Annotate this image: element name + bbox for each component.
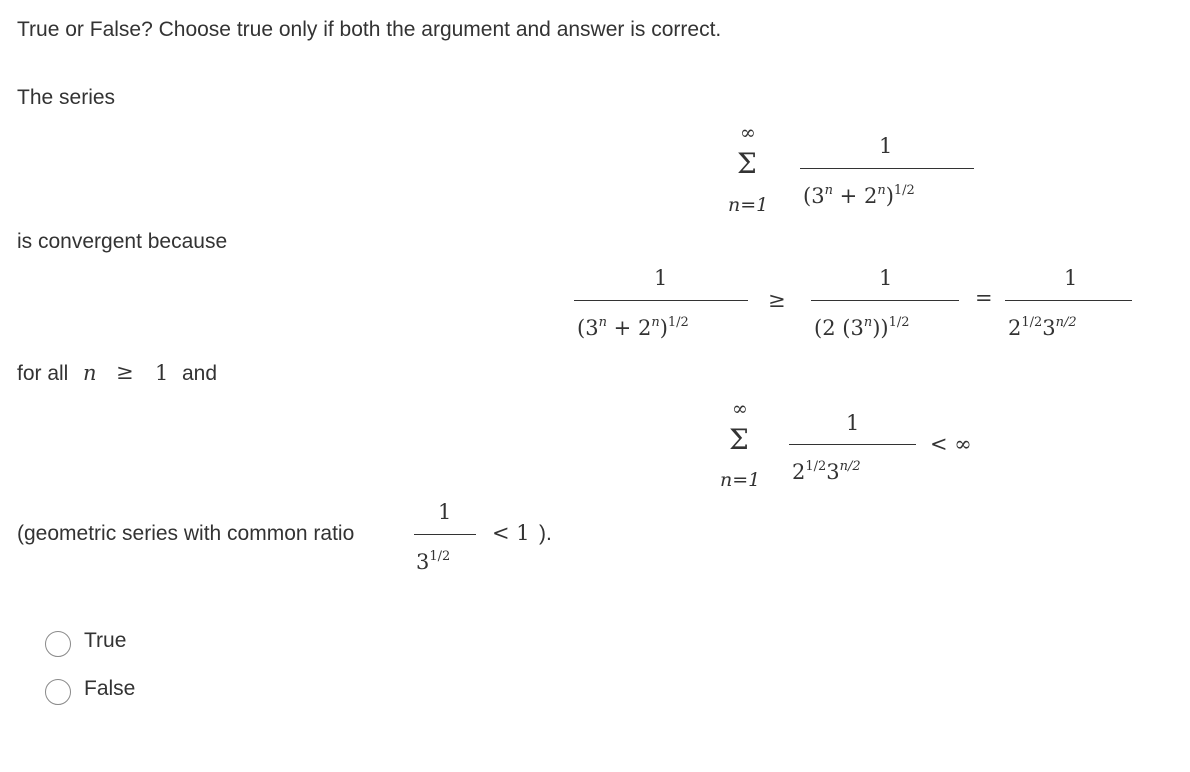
geq-symbol-inline: ≥: [116, 360, 134, 384]
frac4-denominator: $2^{1/2}3^{n/2}$: [792, 459, 861, 484]
frac2-denominator: (2 (3$^n$))$^{1/2}$: [814, 315, 910, 340]
fraction-denominator: $(3^n + 2^n)^{1/2}$: [803, 183, 915, 208]
text-the-series: The series: [17, 86, 116, 109]
text-and: and: [182, 362, 218, 385]
frac3-bar: [1005, 300, 1132, 301]
sum-symbol: Σ: [737, 147, 757, 180]
fraction-numerator: 1: [879, 134, 893, 158]
text-geometric-suffix: ).: [539, 522, 552, 545]
sum2-lower-limit: n=1: [720, 469, 761, 491]
frac2-bar: [811, 300, 959, 301]
var-n: n: [83, 361, 97, 385]
ratio-bar: [414, 534, 476, 535]
frac4-bar: [789, 444, 916, 445]
frac1-bar: [574, 300, 748, 301]
sum-lower-limit: n=1: [728, 194, 769, 216]
frac2-numerator: 1: [879, 266, 893, 290]
frac3-denominator: $2^{1/2}3^{n/2}$: [1008, 315, 1077, 340]
question-prompt: True or False? Choose true only if both the argument and answer is correct.: [17, 18, 722, 41]
eq-symbol: =: [975, 286, 993, 310]
frac4-numerator: 1: [846, 411, 860, 435]
geq-symbol: ≥: [768, 288, 786, 312]
frac1-denominator: $(3^n + 2^n)^{1/2}$: [577, 315, 689, 340]
frac1-numerator: 1: [654, 266, 668, 290]
radio-false[interactable]: [45, 679, 71, 705]
text-geometric-prefix: (geometric series with common ratio: [17, 522, 355, 545]
sum2-upper-limit: ∞: [732, 398, 748, 420]
ratio-denominator: $3^{1/2}$: [416, 549, 451, 574]
sum2-symbol: Σ: [729, 423, 749, 456]
sum-upper-limit: ∞: [740, 122, 756, 144]
lt-infinity: < ∞: [930, 432, 972, 456]
text-is-convergent: is convergent because: [17, 230, 228, 253]
frac3-numerator: 1: [1064, 266, 1078, 290]
radio-true[interactable]: [45, 631, 71, 657]
ratio-numerator: 1: [438, 500, 452, 524]
fraction-bar: [800, 168, 974, 169]
option-label-true[interactable]: True: [84, 629, 127, 652]
text-for-all: for all: [17, 362, 69, 385]
ratio-lt-one: < 1: [492, 521, 530, 545]
one-inline: 1: [155, 361, 169, 385]
option-label-false[interactable]: False: [84, 677, 136, 700]
